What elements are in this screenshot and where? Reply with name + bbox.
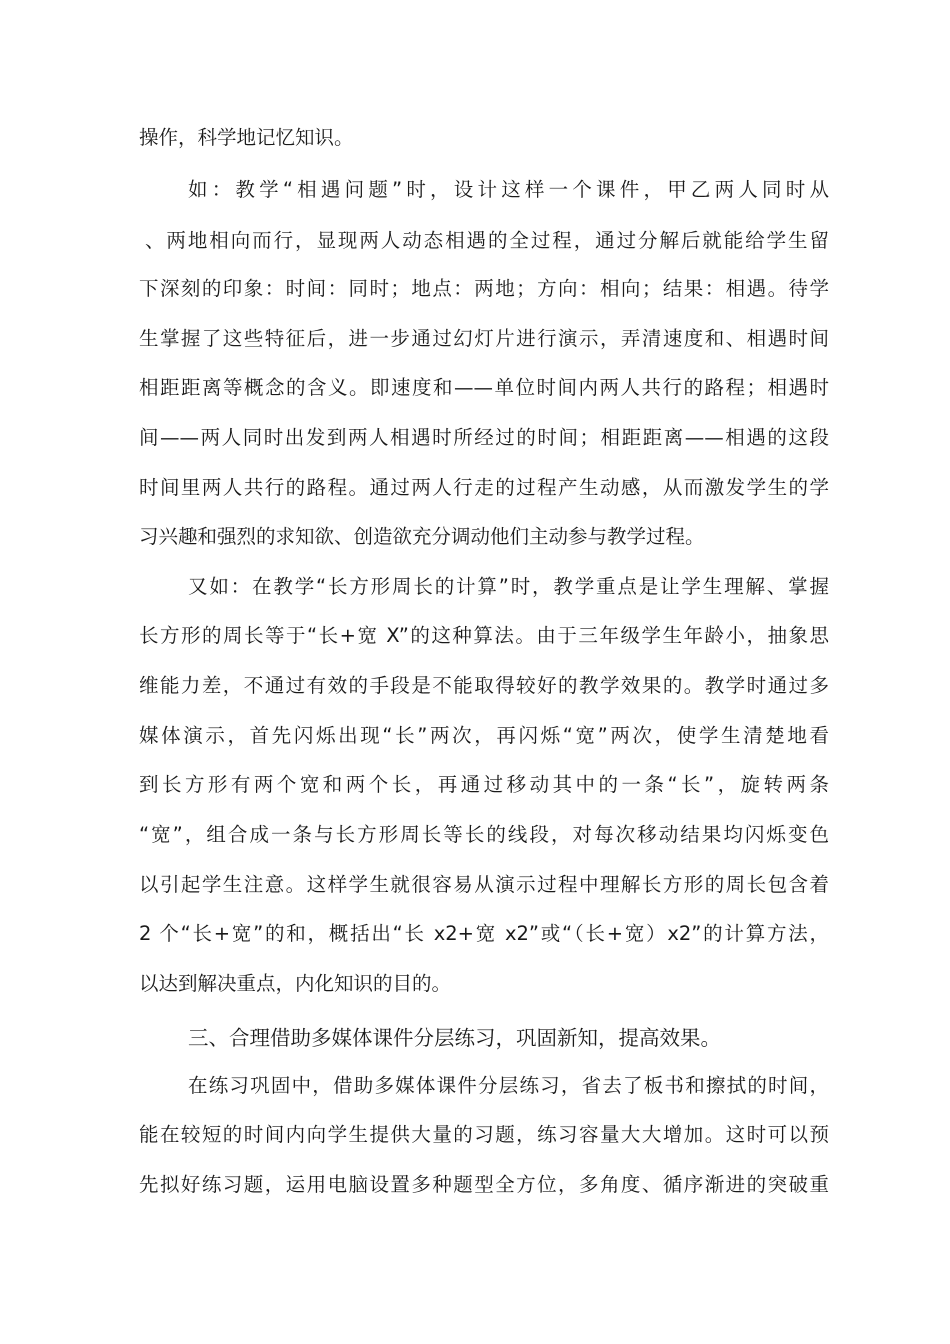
text-line-1: 操作，科学地记忆知识。 [139, 126, 354, 149]
text-line-2: 如：教学“相遇问题”时，设计这样一个课件，甲乙两人同时从 [188, 178, 829, 201]
text-line-9: 习兴趣和强烈的求知欲、创造欲充分调动他们主动参与教学过程。 [139, 525, 705, 548]
text-line-6: 相距距离等概念的含义。即速度和——单位时间内两人共行的路程；相遇时 [139, 376, 829, 399]
text-line-16: 以引起学生注意。这样学生就很容易从演示过程中理解长方形的周长包含着 [139, 873, 829, 896]
text-line-3: 、两地相向而行，显现两人动态相遇的全过程，通过分解后就能给学生留 [145, 229, 829, 252]
text-line-5: 生掌握了这些特征后，进一步通过幻灯片进行演示，弄清速度和、相遇时间 [139, 327, 829, 350]
text-line-12: 维能力差，不通过有效的手段是不能取得较好的教学效果的。教学时通过多 [139, 674, 829, 697]
text-line-4: 下深刻的印象：时间：同时；地点：两地；方向：相向；结果：相遇。待学 [139, 277, 829, 300]
text-line-22: 先拟好练习题，运用电脑设置多种题型全方位，多角度、循序渐进的突破重 [139, 1173, 829, 1196]
section-heading: 三、合理借助多媒体课件分层练习，巩固新知，提高效果。 [188, 1026, 721, 1050]
text-line-20: 在练习巩固中，借助多媒体课件分层练习，省去了板书和擦拭的时间， [188, 1074, 829, 1097]
text-line-21: 能在较短的时间内向学生提供大量的习题，练习容量大大增加。这时可以预 [139, 1123, 829, 1146]
text-line-8: 时间里两人共行的路程。通过两人行走的过程产生动感，从而激发学生的学 [139, 476, 829, 499]
text-line-15: “宽”，组合成一条与长方形周长等长的线段，对每次移动结果均闪烁变色 [139, 823, 829, 846]
text-line-18: 以达到解决重点，内化知识的目的。 [139, 972, 452, 995]
text-line-13: 媒体演示，首先闪烁出现“长”两次，再闪烁“宽”两次，使学生清楚地看 [139, 724, 829, 747]
text-line-11: 长方形的周长等于“长+宽 X”的这种算法。由于三年级学生年龄小，抽象思 [139, 624, 829, 647]
text-line-7: 间——两人同时出发到两人相遇时所经过的时间；相距距离——相遇的这段 [139, 426, 829, 449]
text-line-17: 2 个“长+宽”的和，概括出“长 x2+宽 x2”或“（长+宽）x2”的计算方法， [139, 922, 829, 945]
text-line-10: 又如：在教学“长方形周长的计算”时，教学重点是让学生理解、掌握 [188, 575, 829, 598]
text-line-14: 到长方形有两个宽和两个长，再通过移动其中的一条“长”，旋转两条 [139, 773, 829, 796]
